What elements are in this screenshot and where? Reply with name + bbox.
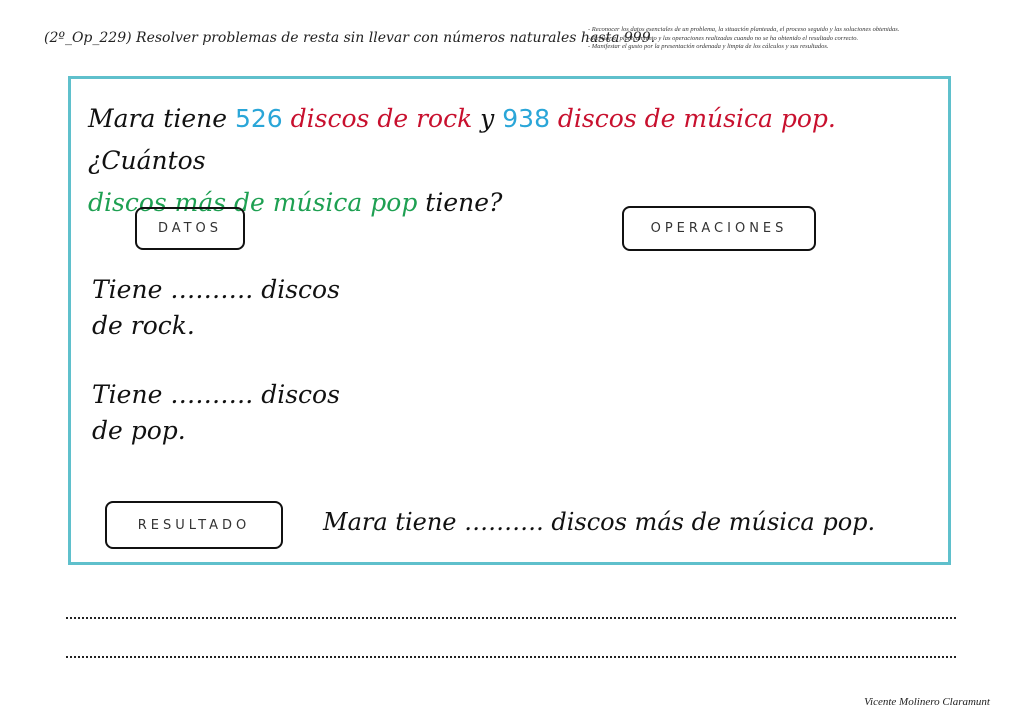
number-rock: 526 — [235, 104, 283, 133]
problem-question: ¿Cuántos — [88, 146, 206, 175]
problem-pop-text: discos de música pop. — [549, 104, 836, 133]
worksheet-title: (2º_Op_229) Resolver problemas de resta sin llevar con números naturales hasta 999. — [44, 30, 656, 46]
objectives-list — [588, 26, 1008, 52]
data-rock — [92, 272, 352, 344]
result-sentence: Mara tiene ………. discos más de música pop. — [323, 508, 876, 536]
answer-line — [66, 656, 956, 658]
problem-text: y — [472, 104, 503, 133]
data-pop-line2: de pop. — [92, 416, 186, 445]
resultado-label: RESULTADO — [105, 501, 283, 549]
datos-label: DATOS — [135, 207, 245, 250]
operaciones-label: OPERACIONES — [622, 206, 816, 251]
data-pop-line1: Tiene ………. discos — [92, 380, 340, 409]
data-rock-line1: Tiene ………. discos — [92, 275, 340, 304]
answer-line — [66, 617, 956, 619]
data-rock-line2: de rock. — [92, 311, 195, 340]
data-pop — [92, 377, 352, 449]
number-pop: 938 — [502, 104, 550, 133]
problem-rock-text: discos de rock — [282, 104, 473, 133]
objective-item: - Manifestar el gusto por la presentación ordenada y limpia de los cálculos y sus resultados. — [588, 43, 829, 51]
objective-item: - Reconocer los datos esenciales de un problema, la situación planteada, el proceso seguido y las soluciones obtenidas. — [588, 26, 900, 33]
author-credit: Vicente Molinero Claramunt — [864, 696, 990, 708]
problem-statement — [88, 98, 938, 224]
problem-highlight: discos más de música pop — [88, 188, 418, 217]
problem-text: Mara tiene — [88, 104, 235, 133]
problem-text: tiene? — [417, 188, 503, 217]
objective-item: - Revisar el planteamiento y las operaciones realizadas cuando no se ha obtenido el resultado correcto. — [588, 34, 859, 42]
